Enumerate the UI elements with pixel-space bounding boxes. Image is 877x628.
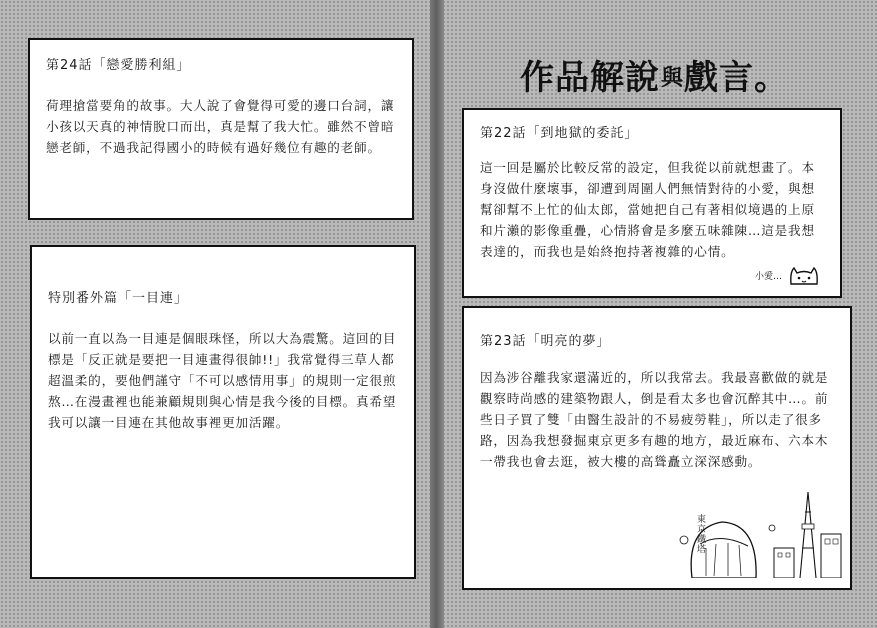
section-title-end: 。 <box>754 57 789 98</box>
book-gutter <box>430 0 444 628</box>
section-title-main: 作品解說 <box>520 57 660 98</box>
section-title <box>520 50 850 98</box>
chapter-22-heading: 第22話「到地獄的委託」 <box>480 126 639 141</box>
cat-face-icon <box>788 264 820 286</box>
section-title-connector: 與 <box>661 66 684 91</box>
special-chapter-text: 以前一直以為一目連是個眼珠怪，所以大為震驚。這回的目標是「反正就是要把一目連畫得很帥!!」我常覺得三草人都超溫柔的，要他們謹守「不可以感情用事」的規則一定很煎熬…在漫畫裡也能兼顧規則與心情是我今後的目標。真希望我可以讓一目連在其他故事裡更加活躍。 <box>48 331 397 430</box>
special-chapter-heading: 特別番外篇「一目連」 <box>48 291 189 306</box>
signature <box>755 264 820 286</box>
chapter-24-panel <box>28 38 414 220</box>
sketch-caption: 東京鐵塔 <box>695 514 705 554</box>
signature-text: 小愛… <box>754 271 782 282</box>
chapter-22-panel <box>462 108 842 298</box>
chapter-23-text: 因為涉谷離我家還滿近的，所以我常去。我最喜歡做的就是觀察時尚感的建築物跟人，倒是看太多也會沉醉其中…。前些日子買了雙「由醫生設計的不易疲勞鞋」，所以走了很多路，因為我想發掘東京更多有趣的地方，最近麻布、六本木一帶我也會去逛，被大樓的高聳矗立深深感動。 <box>480 370 829 469</box>
section-title-rest: 戲言 <box>684 57 755 98</box>
chapter-23-panel <box>462 306 852 590</box>
special-chapter-panel <box>30 245 416 579</box>
chapter-22-text: 這一回是屬於比較反常的設定，但我從以前就想畫了。本身沒做什麼壞事，卻遭到周圍人們無情對待的小愛，與想幫卻幫不上忙的仙太郎，當她把自己有著相似境遇的上原和片瀨的影像重疊，心情將會是多麼五味雜陳…這是我想表達的，而我也是始終抱持著複雜的心情。 <box>480 160 815 259</box>
chapter-24-heading: 第24話「戀愛勝利組」 <box>46 58 191 73</box>
chapter-23-heading: 第23話「明亮的夢」 <box>480 334 611 349</box>
chapter-24-text: 荷理搶當要角的故事。大人說了會覺得可愛的邊口台詞，讓小孩以天真的神情脫口而出，真是幫了我大忙。雖然不曾暗戀老師，不過我記得國小的時候有過好幾位有趣的老師。 <box>46 98 395 155</box>
